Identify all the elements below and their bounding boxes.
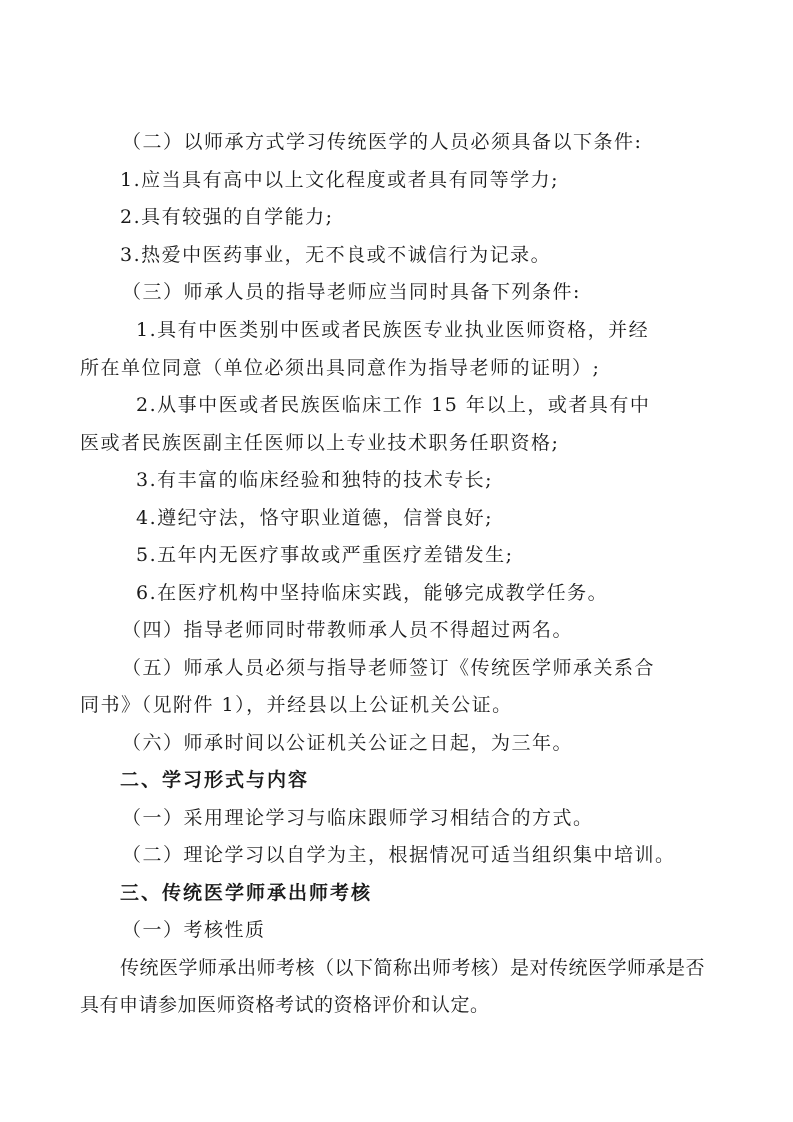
paragraph-line: 医或者民族医副主任医师以上专业技术职务任职资格;: [80, 432, 560, 454]
paragraph-line: 2.从事中医或者民族医临床工作 15 年以上，或者具有中: [136, 394, 651, 416]
section-heading: 三、传统医学师承出师考核: [120, 882, 373, 904]
paragraph-line: 3.热爱中医药事业，无不良或不诚信行为记录。: [120, 244, 552, 266]
paragraph-line: （五）师承人员必须与指导老师签订《传统医学师承关系合: [122, 657, 656, 679]
paragraph-line: （一）采用理论学习与临床跟师学习相结合的方式。: [122, 807, 594, 829]
paragraph-line: （二）理论学习以自学为主，根据情况可适当组织集中培训。: [122, 844, 676, 866]
paragraph-line: （六）师承时间以公证机关公证之日起，为三年。: [122, 732, 574, 754]
paragraph-line: 6.在医疗机构中坚持临床实践，能够完成教学任务。: [136, 582, 609, 604]
paragraph-line: 3.有丰富的临床经验和独特的技术专长;: [136, 469, 494, 491]
paragraph-line: 2.具有较强的自学能力;: [120, 206, 334, 228]
paragraph-line: （二）以师承方式学习传统医学的人员必须具备以下条件:: [122, 131, 643, 153]
paragraph-line: 1.具有中医类别中医或者民族医专业执业医师资格，并经: [136, 319, 650, 341]
paragraph-line: 所在单位同意（单位必须出具同意作为指导老师的证明）;: [80, 357, 601, 379]
paragraph-line: 传统医学师承出师考核（以下简称出师考核）是对传统医学师承是否: [120, 957, 706, 979]
paragraph-line: 同书》（见附件 1），并经县以上公证机关公证。: [80, 694, 513, 716]
paragraph-line: （四）指导老师同时带教师承人员不得超过两名。: [122, 619, 574, 641]
paragraph-line: 具有申请参加医师资格考试的资格评价和认定。: [80, 994, 490, 1016]
paragraph-line: （三）师承人员的指导老师应当同时具备下列条件:: [122, 281, 581, 303]
paragraph-line: 4.遵纪守法，恪守职业道德，信誉良好;: [136, 507, 494, 529]
paragraph-line: 1.应当具有高中以上文化程度或者具有同等学力;: [120, 169, 560, 191]
paragraph-line: 5.五年内无医疗事故或严重医疗差错发生;: [136, 544, 514, 566]
section-heading: 二、学习形式与内容: [120, 769, 310, 791]
paragraph-line: （一）考核性质: [122, 919, 266, 941]
